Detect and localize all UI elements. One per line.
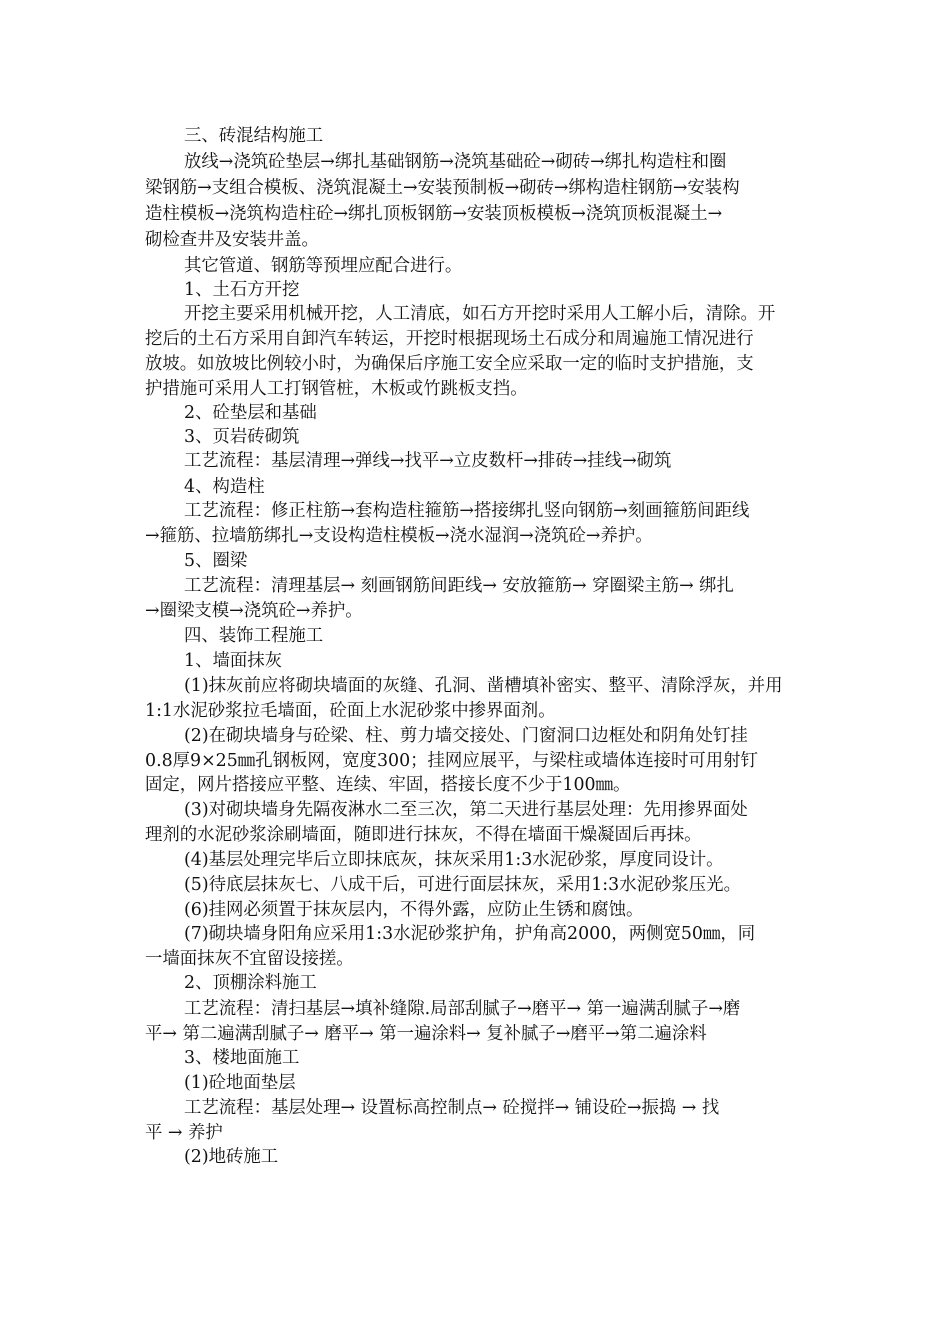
paragraph-line: 挖后的土石方采用自卸汽车转运，开挖时根据现场土石成分和周遍施工情况进行	[145, 329, 754, 349]
paragraph-line: 工艺流程：清理基层→ 刻画钢筋间距线→ 安放箍筋→ 穿圈梁主筋→ 绑扎	[184, 576, 734, 596]
subsection-heading: 3、页岩砖砌筑	[184, 427, 300, 447]
subsection-heading: 2、砼垫层和基础	[184, 403, 317, 423]
paragraph-line: 工艺流程：基层清理→弹线→找平→立皮数杆→排砖→挂线→砌筑	[184, 451, 672, 471]
paragraph-line: 工艺流程：基层处理→ 设置标高控制点→ 砼搅拌→ 铺设砼→振捣 → 找	[184, 1098, 720, 1118]
subsection-heading: 4、构造柱	[184, 477, 265, 497]
paragraph-line: (4)基层处理完毕后立即抹底灰，抹灰采用1:3水泥砂浆，厚度同设计。	[184, 850, 724, 870]
paragraph-line: 工艺流程：清扫基层→填补缝隙.局部刮腻子→磨平→ 第一遍满刮腻子→磨	[184, 999, 741, 1019]
paragraph-line: 护措施可采用人工打钢管桩，木板或竹跳板支挡。	[145, 379, 528, 399]
paragraph-line: (2)在砌块墙身与砼梁、柱、剪力墙交接处、门窗洞口边框处和阴角处钉挂	[184, 726, 748, 746]
paragraph-line: 理剂的水泥砂浆涂刷墙面，随即进行抹灰，不得在墙面干燥凝固后再抹。	[145, 825, 702, 845]
subsection-heading: 2、顶棚涂料施工	[184, 973, 317, 993]
paragraph-line: 固定，网片搭接应平整、连续、牢固，搭接长度不少于100㎜。	[145, 775, 631, 795]
subsection-heading: 5、圈梁	[184, 551, 248, 571]
paragraph-line: →圈梁支模→浇筑砼→养护。	[145, 601, 363, 621]
paragraph-line: (1)抹灰前应将砌块墙面的灰缝、孔洞、凿槽填补密实、整平、清除浮灰，并用	[184, 676, 783, 696]
paragraph-line: 1:1水泥砂浆拉毛墙面，砼面上水泥砂浆中掺界面剂。	[145, 701, 556, 721]
paragraph-line: 开挖主要采用机械开挖，人工清底，如石方开挖时采用人工解小后，清除。开	[184, 304, 776, 324]
subsection-heading: 1、墙面抹灰	[184, 651, 283, 671]
paragraph-line: 梁钢筋→支组合模板、浇筑混凝土→安装预制板→砌砖→绑构造柱钢筋→安装构	[145, 178, 740, 198]
paragraph-line: →箍筋、拉墙筋绑扎→支设构造柱模板→浇水湿润→浇筑砼→养护。	[145, 526, 653, 546]
paragraph-line: 砌检查井及安装井盖。	[145, 230, 319, 250]
section-heading: 四、装饰工程施工	[184, 626, 324, 646]
paragraph-line: (3)对砌块墙身先隔夜淋水二至三次，第二天进行基层处理：先用掺界面处	[184, 800, 748, 820]
subsection-heading: (1)砼地面垫层	[184, 1073, 296, 1093]
paragraph-line: 其它管道、钢筋等预埋应配合进行。	[184, 256, 463, 276]
paragraph-line: 平→ 第二遍满刮腻子→ 磨平→ 第一遍涂料→ 复补腻子→磨平→第二遍涂料	[145, 1024, 707, 1044]
paragraph-line: 工艺流程：修正柱筋→套构造柱箍筋→搭接绑扎竖向钢筋→刻画箍筋间距线	[184, 501, 750, 521]
subsection-heading: 1、土石方开挖	[184, 280, 300, 300]
paragraph-line: 造柱模板→浇筑构造柱砼→绑扎顶板钢筋→安装顶板模板→浇筑顶板混凝土→	[145, 204, 723, 224]
section-heading: 三、砖混结构施工	[184, 126, 324, 146]
subsection-heading: 3、楼地面施工	[184, 1048, 300, 1068]
paragraph-line: 一墙面抹灰不宜留设接搓。	[145, 949, 354, 969]
paragraph-line: (7)砌块墙身阳角应采用1:3水泥砂浆护角，护角高2000，两侧宽50㎜，同	[184, 924, 756, 944]
paragraph-line: 0.8厚9×25㎜孔钢板网，宽度300；挂网应展平，与梁柱或墙体连接时可用射钉	[145, 751, 758, 771]
paragraph-line: 放坡。如放坡比例较小时，为确保后序施工安全应采取一定的临时支护措施，支	[145, 354, 754, 374]
paragraph-line: (6)挂网必须置于抹灰层内，不得外露，应防止生锈和腐蚀。	[184, 900, 644, 920]
paragraph-line: (5)待底层抹灰七、八成干后，可进行面层抹灰，采用1:3水泥砂浆压光。	[184, 875, 741, 895]
subsection-heading: (2)地砖施工	[184, 1147, 279, 1167]
paragraph-line: 平 → 养护	[145, 1123, 223, 1143]
paragraph-line: 放线→浇筑砼垫层→绑扎基础钢筋→浇筑基础砼→砌砖→绑扎构造柱和圈	[184, 152, 727, 172]
